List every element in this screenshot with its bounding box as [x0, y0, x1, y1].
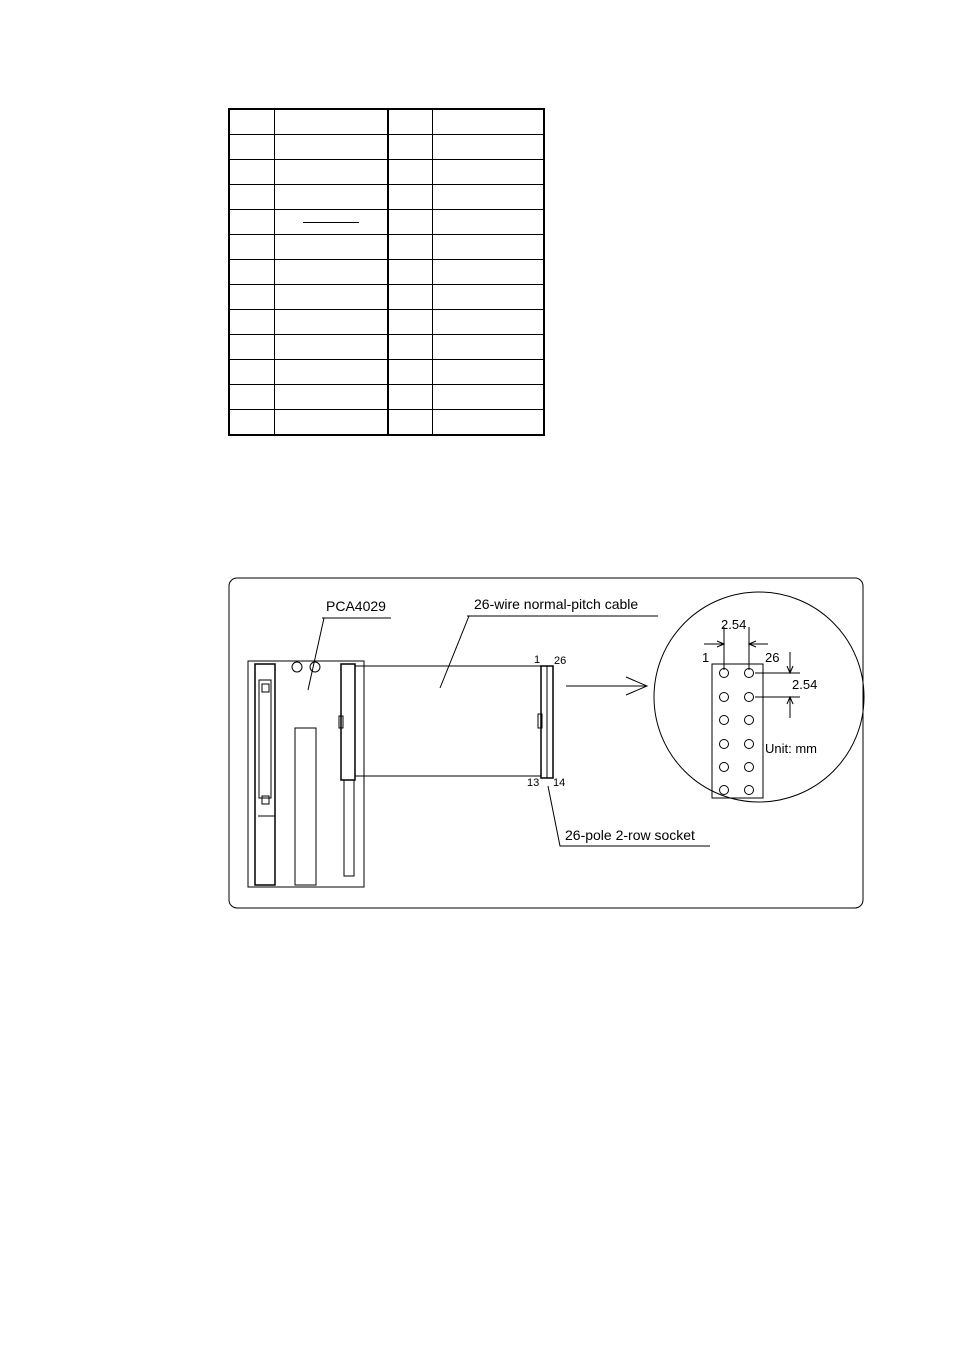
socket-label: 26-pole 2-row socket: [565, 827, 695, 843]
cable-label: 26-wire normal-pitch cable: [474, 596, 639, 612]
unit-label: Unit: mm: [765, 741, 817, 756]
pin-14-label: 14: [553, 777, 566, 789]
pin-13-label: 13: [527, 777, 540, 789]
pin-pitch-detail: [654, 592, 864, 802]
cable-leader-line: [440, 616, 469, 688]
pitch-horizontal-label: 2.54: [721, 617, 747, 632]
pin-1-label: 1: [534, 654, 541, 666]
board-leader-line: [308, 618, 324, 690]
pin-hole: [720, 786, 729, 795]
pin-hole: [720, 693, 729, 702]
pin-hole: [720, 763, 729, 772]
pin-hole: [745, 763, 754, 772]
detail-connector-body: [712, 664, 763, 798]
pin-26-label: 26: [554, 655, 567, 667]
flat-cable: [355, 666, 541, 776]
detail-pin-1-label: 1: [702, 650, 710, 665]
detail-pin-26-label: 26: [765, 650, 780, 665]
pin-hole: [745, 740, 754, 749]
pitch-vertical-label: 2.54: [792, 677, 818, 692]
pin-hole: [720, 716, 729, 725]
pin-hole: [745, 786, 754, 795]
pin-hole-grid: [720, 669, 754, 795]
pin-hole: [745, 716, 754, 725]
socket-connector: [538, 666, 553, 778]
pca4029-board: [248, 661, 364, 887]
pin-hole: [720, 740, 729, 749]
detail-arrow: [566, 677, 647, 695]
pin-hole: [745, 693, 754, 702]
board-label: PCA4029: [326, 598, 386, 614]
